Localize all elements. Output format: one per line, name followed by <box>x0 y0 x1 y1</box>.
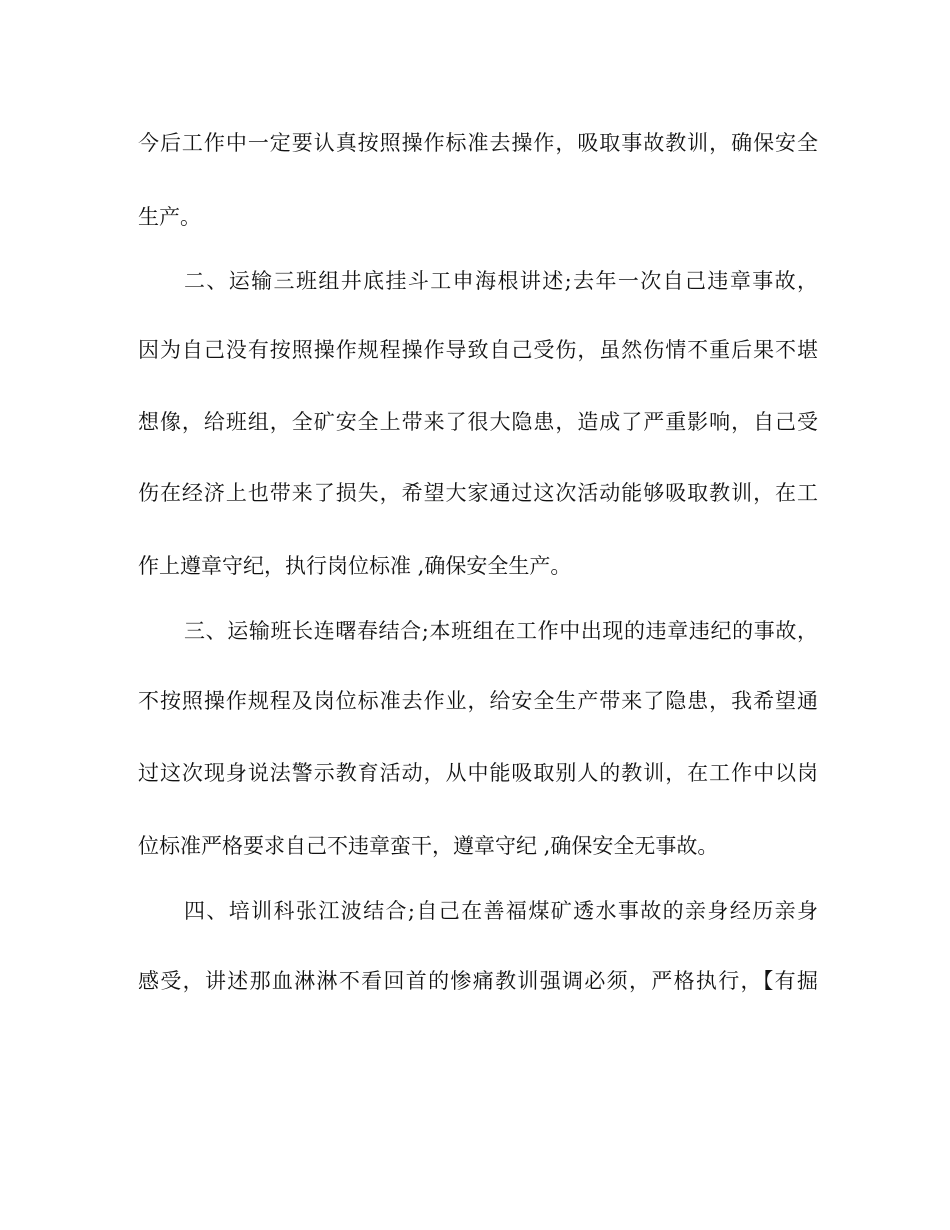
text-line-2: 生产。 <box>138 205 201 229</box>
text-line-10: 过这次现身说法警示教育活动，从中能吸取别人的教训，在工作中以岗 <box>138 761 818 785</box>
paragraph-three-first-line: 三、运输班长连曙春结合;本班组在工作中出现的违章违纪的事故， <box>184 619 818 643</box>
paragraph-two-first-line: 二、运输三班组井底挂斗工申海根讲述;去年一次自己违章事故， <box>184 269 818 293</box>
text-line-9: 不按照操作规程及岗位标准去作业，给安全生产带来了隐患，我希望通 <box>138 689 818 713</box>
text-line-4: 因为自己没有按照操作规程操作导致自己受伤，虽然伤情不重后果不堪 <box>138 338 818 362</box>
text-line-13: 感受，讲述那血淋淋不看回首的惨痛教训强调必须，严格执行，【有掘 <box>138 969 818 993</box>
text-line-11: 位标准严格要求自己不违章蛮干，遵章守纪 ,确保安全无事故。 <box>138 834 719 858</box>
text-line-7: 作上遵章守纪，执行岗位标准 ,确保安全生产。 <box>138 554 572 578</box>
text-line-5: 想像，给班组，全矿安全上带来了很大隐患，造成了严重影响，自己受 <box>138 410 818 434</box>
text-line-6: 伤在经济上也带来了损失，希望大家通过这次活动能够吸取教训，在工 <box>138 481 818 505</box>
paragraph-four-first-line: 四、培训科张江波结合;自己在善福煤矿透水事故的亲身经历亲身 <box>184 899 818 923</box>
text-line-1: 今后工作中一定要认真按照操作标准去操作，吸取事故教训，确保安全 <box>138 131 818 155</box>
